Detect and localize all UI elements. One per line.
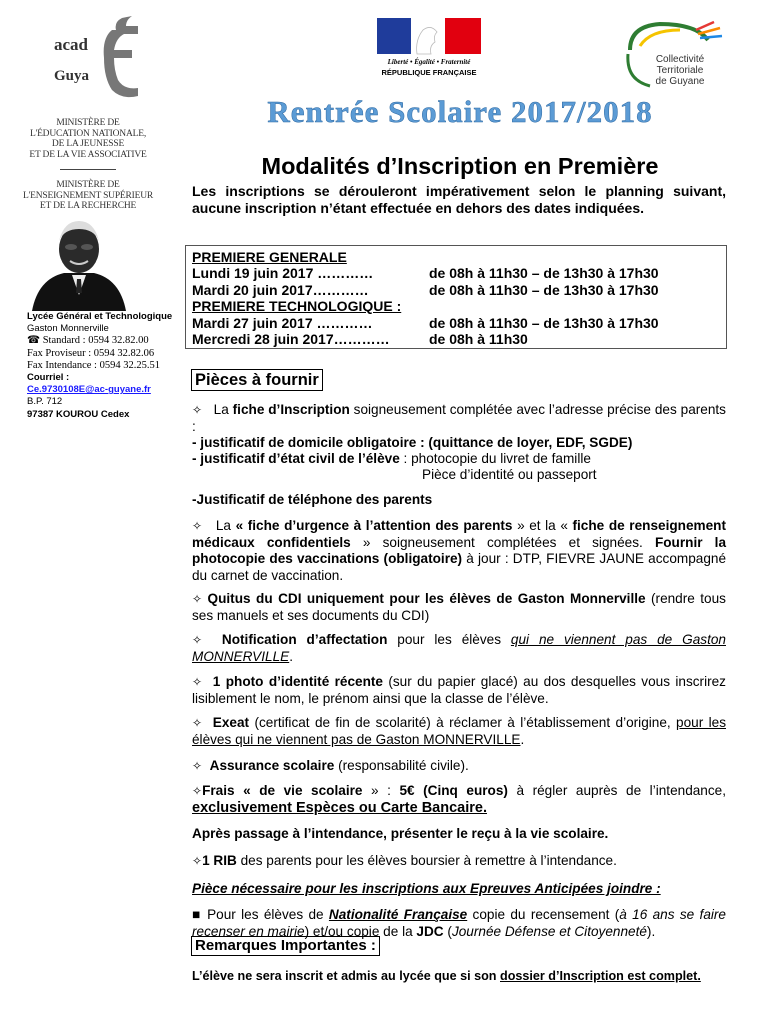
school-sub: Gaston Monnerville: [27, 323, 109, 335]
schedule-techno-title: PREMIERE TECHNOLOGIQUE :: [192, 298, 402, 314]
diamond-icon: ✧: [192, 784, 203, 798]
diamond-icon: ✧: [192, 716, 203, 730]
piece-identite: Pièce d’identité ou passeport: [422, 467, 597, 482]
diamond-icon: ✧: [192, 519, 203, 533]
piece-quitus-cdi: ✧ Quitus du CDI uniquement pour les élèves de Gaston Monnerville (rendre tous ses manuels et ses documents du CDI): [192, 591, 726, 623]
schedule-box: [185, 245, 727, 349]
piece-photo-identite: ✧ 1 photo d’identité récente (sur du papier glacé) au dos desquelles vous inscrirez lisiblement le nom, le prénom ainsi que la classe de l’élève.: [192, 674, 726, 706]
piece-assurance: ✧ Assurance scolaire (responsabilité civile).: [192, 758, 469, 773]
rf-name: RÉPUBLIQUE FRANÇAISE: [381, 68, 477, 77]
gaston-monnerville-portrait: [28, 213, 130, 311]
schedule-day: Mardi 27 juin 2017 …………: [192, 315, 373, 331]
republique-francaise-logo: [377, 18, 481, 80]
piece-justif-etat-civil: - justificatif d’état civil de l’élève : photocopie du livret de famille: [192, 451, 591, 466]
piece-fiche-inscription: ✧ La fiche d’Inscription soigneusement complétée avec l’adresse précise des parents :: [192, 402, 726, 434]
ministry-separator: [60, 169, 116, 170]
schedule-time: de 08h à 11h30 – de 13h30 à 17h30: [429, 265, 659, 281]
diamond-icon: ✧: [192, 403, 203, 417]
schedule-day: Mardi 20 juin 2017…………: [192, 282, 369, 298]
piece-notification-affectation: ✧ Notification d’affectation pour les élèves qui ne viennent pas de Gaston MONNERVILLE.: [192, 632, 726, 664]
piece-rib: ✧1 RIB des parents pour les élèves boursier à remettre à l’intendance.: [192, 853, 617, 868]
diamond-icon: ✧: [192, 675, 203, 689]
page-title: Modalités d’Inscription en Première: [261, 153, 659, 179]
diamond-icon: ✧: [192, 633, 203, 647]
piece-justif-domicile: - justificatif de domicile obligatoire : (quittance de loyer, EDF, SGDE): [192, 435, 633, 450]
diamond-icon: ✧: [192, 759, 203, 773]
fax-proviseur: Fax Proviseur : 0594 32.82.06: [27, 347, 155, 359]
piece-fiche-urgence: ✧ La « fiche d’urgence à l’attention des parents » et la « fiche de renseignement médicaux confidentiels » soigneusement complétées et signées. Fournir la photocopie des vaccinations (obligatoire) à jour : DTP, FIEVRE JAUNE accompagné du carnet de vaccination.: [192, 518, 727, 583]
ministry-education: MINISTÈRE DE L'ÉDUCATION NATIONALE, DE LA JEUNESSE ET DE LA VIE ASSOCIATIVE: [29, 118, 147, 160]
remarks-title: Remarques Importantes :: [191, 936, 380, 956]
guyane-logo-line-1: Collectivité: [655, 54, 705, 65]
piece-justif-telephone: -Justificatif de téléphone des parents: [192, 492, 433, 507]
school-contact: [27, 311, 187, 421]
schedule-time: de 08h à 11h30: [429, 331, 528, 347]
schedule-day: Lundi 19 juin 2017 …………: [192, 265, 374, 281]
courriel-label: Courriel :: [27, 372, 70, 384]
schedule-day: Mercredi 28 juin 2017…………: [192, 331, 390, 347]
piece-exeat: ✧ Exeat (certificat de fin de scolarité) à réclamer à l’établissement d’origine, pour les élèves qui ne viennent pas de Gaston MONNERVILLE.: [192, 715, 726, 747]
ministry-higher-education: MINISTÈRE DE L'ENSEIGNEMENT SUPÉRIEUR ET DE LA RECHERCHE: [23, 180, 153, 211]
epreuves-anticipees-heading: Pièce nécessaire pour les inscriptions aux Epreuves Anticipées joindre :: [192, 881, 661, 896]
piece-frais-vie-scolaire: ✧Frais « de vie scolaire » : 5€ (Cinq euros) à régler auprès de l’intendance, exclusivement Espèces ou Carte Bancaire.: [192, 783, 727, 816]
diamond-icon: ✧: [192, 854, 203, 868]
pieces-title: Pièces à fournir: [191, 369, 323, 391]
collectivite-guyane-logo: [610, 20, 730, 92]
courriel-link[interactable]: Ce.9730108E@ac-guyane.fr: [27, 384, 151, 396]
rf-motto: Liberté • Égalité • Fraternité: [387, 58, 471, 66]
intro-text: Les inscriptions se dérouleront impérativement selon le planning suivant, aucune inscription n’étant effectuée en dehors des dates indiquées.: [192, 183, 726, 216]
guyane-logo-line-3: de Guyane: [655, 76, 705, 87]
postal-city: 97387 KOUROU Cedex: [27, 408, 130, 420]
schedule-time: de 08h à 11h30 – de 13h30 à 17h30: [429, 315, 659, 331]
after-intendance-note: Après passage à l’intendance, présenter le reçu à la vie scolaire.: [192, 826, 609, 841]
phone-standard: ☎ Standard : 0594 32.82.00: [27, 335, 149, 347]
square-bullet-icon: ■: [192, 907, 202, 922]
postal-box: B.P. 712: [27, 396, 63, 408]
rentree-title: Rentrée Scolaire 2017/2018: [267, 94, 653, 129]
guyane-logo-line-2: Territoriale: [656, 65, 704, 76]
schedule-general-title: PREMIERE GENERALE: [192, 249, 347, 265]
svg-text:acad: acad: [54, 35, 88, 54]
svg-text:Guya: Guya: [54, 68, 90, 84]
remarks-text: L’élève ne sera inscrit et admis au lycée que si son dossier d’Inscription est complet.: [192, 969, 701, 983]
academie-guyane-logo: [52, 8, 152, 106]
school-name: Lycée Général et Technologique: [27, 311, 173, 322]
fax-intendance: Fax Intendance : 0594 32.25.51: [27, 359, 160, 371]
diamond-icon: ✧: [192, 592, 203, 606]
piece-recensement: ■ Pour les élèves de Nationalité Française copie du recensement (à 16 ans se faire recenser en mairie) et/ou copie de la JDC (Journée Défense et Citoyenneté).: [192, 907, 726, 939]
schedule-time: de 08h à 11h30 – de 13h30 à 17h30: [429, 282, 659, 298]
